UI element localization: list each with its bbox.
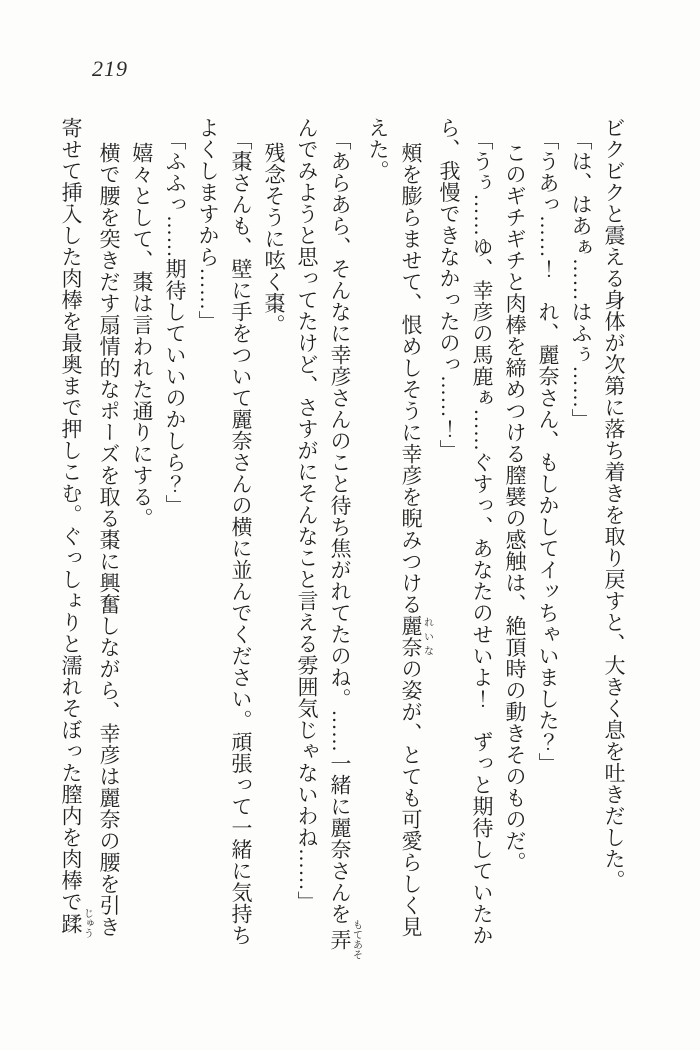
text-column: 寄せて挿入した肉棒を最奥まで押しこむ。ぐっしょりと濡れそぼった膣内を肉棒で蹂じゅう	[59, 117, 93, 939]
page-number: 219	[92, 56, 128, 81]
text-column: んでみようと思ってたけど、さすがにそんなこと言える雰囲気じゃないわね……」	[295, 117, 319, 913]
text-column: 頰を膨らませて、恨めしそうに幸彦を睨みつける麗奈れいなの姿が、とても可愛らしく見	[399, 142, 433, 938]
text-column: 「は、はあぁ……はふぅ……」	[569, 129, 593, 430]
text-column: 「ふふっ……期待していいのかしら？」	[163, 129, 187, 516]
text-column: 「うぅ……ゆ、幸彦の馬鹿ぁ……ぐすっ、あなたのせいよ！ ずっと期待していたか	[470, 129, 494, 946]
text-column: 「あらあら、そんなに幸彦さんのこと待ち焦がれてたのね。……一緒に麗奈さんを弄もてあそ	[328, 129, 362, 960]
text-column: ら、我慢できなかったのっ……！」	[437, 117, 461, 461]
ruby-annotated-kanji: 蹂じゅう	[59, 908, 93, 939]
text-column: 嬉々として、棗は言われた通りにする。	[130, 142, 154, 529]
text-column: このギチギチと肉棒を締めつける膣襞の感触は、絶頂時の動きそのものだ。	[503, 142, 527, 873]
text-column: よくしますから……」	[196, 117, 220, 332]
text-block	[59, 117, 630, 962]
ruby-annotated-kanji: 弄もてあそ	[328, 919, 362, 960]
text-column: 横で腰を突きだす扇情的なポーズを取る棗に興奮しながら、幸彦は麗奈の腰を引き	[97, 142, 121, 938]
text-column: 残念そうに呟く棗。	[262, 142, 286, 336]
text-column: えた。	[366, 117, 390, 182]
text-column: 「うあっ……！ れ、麗奈さん、もしかしてイッちゃいました？」	[536, 129, 560, 774]
ruby-annotated-kanji: 麗奈れいな	[399, 615, 433, 658]
text-column: ビクビクと震える身体が次第に落ち着きを取り戻すと、大きく息を吐きだした。	[602, 117, 626, 891]
text-column: 「棗さんも、壁に手をついて麗奈さんの横に並んでください。頑張って一緒に気持ち	[229, 129, 253, 946]
